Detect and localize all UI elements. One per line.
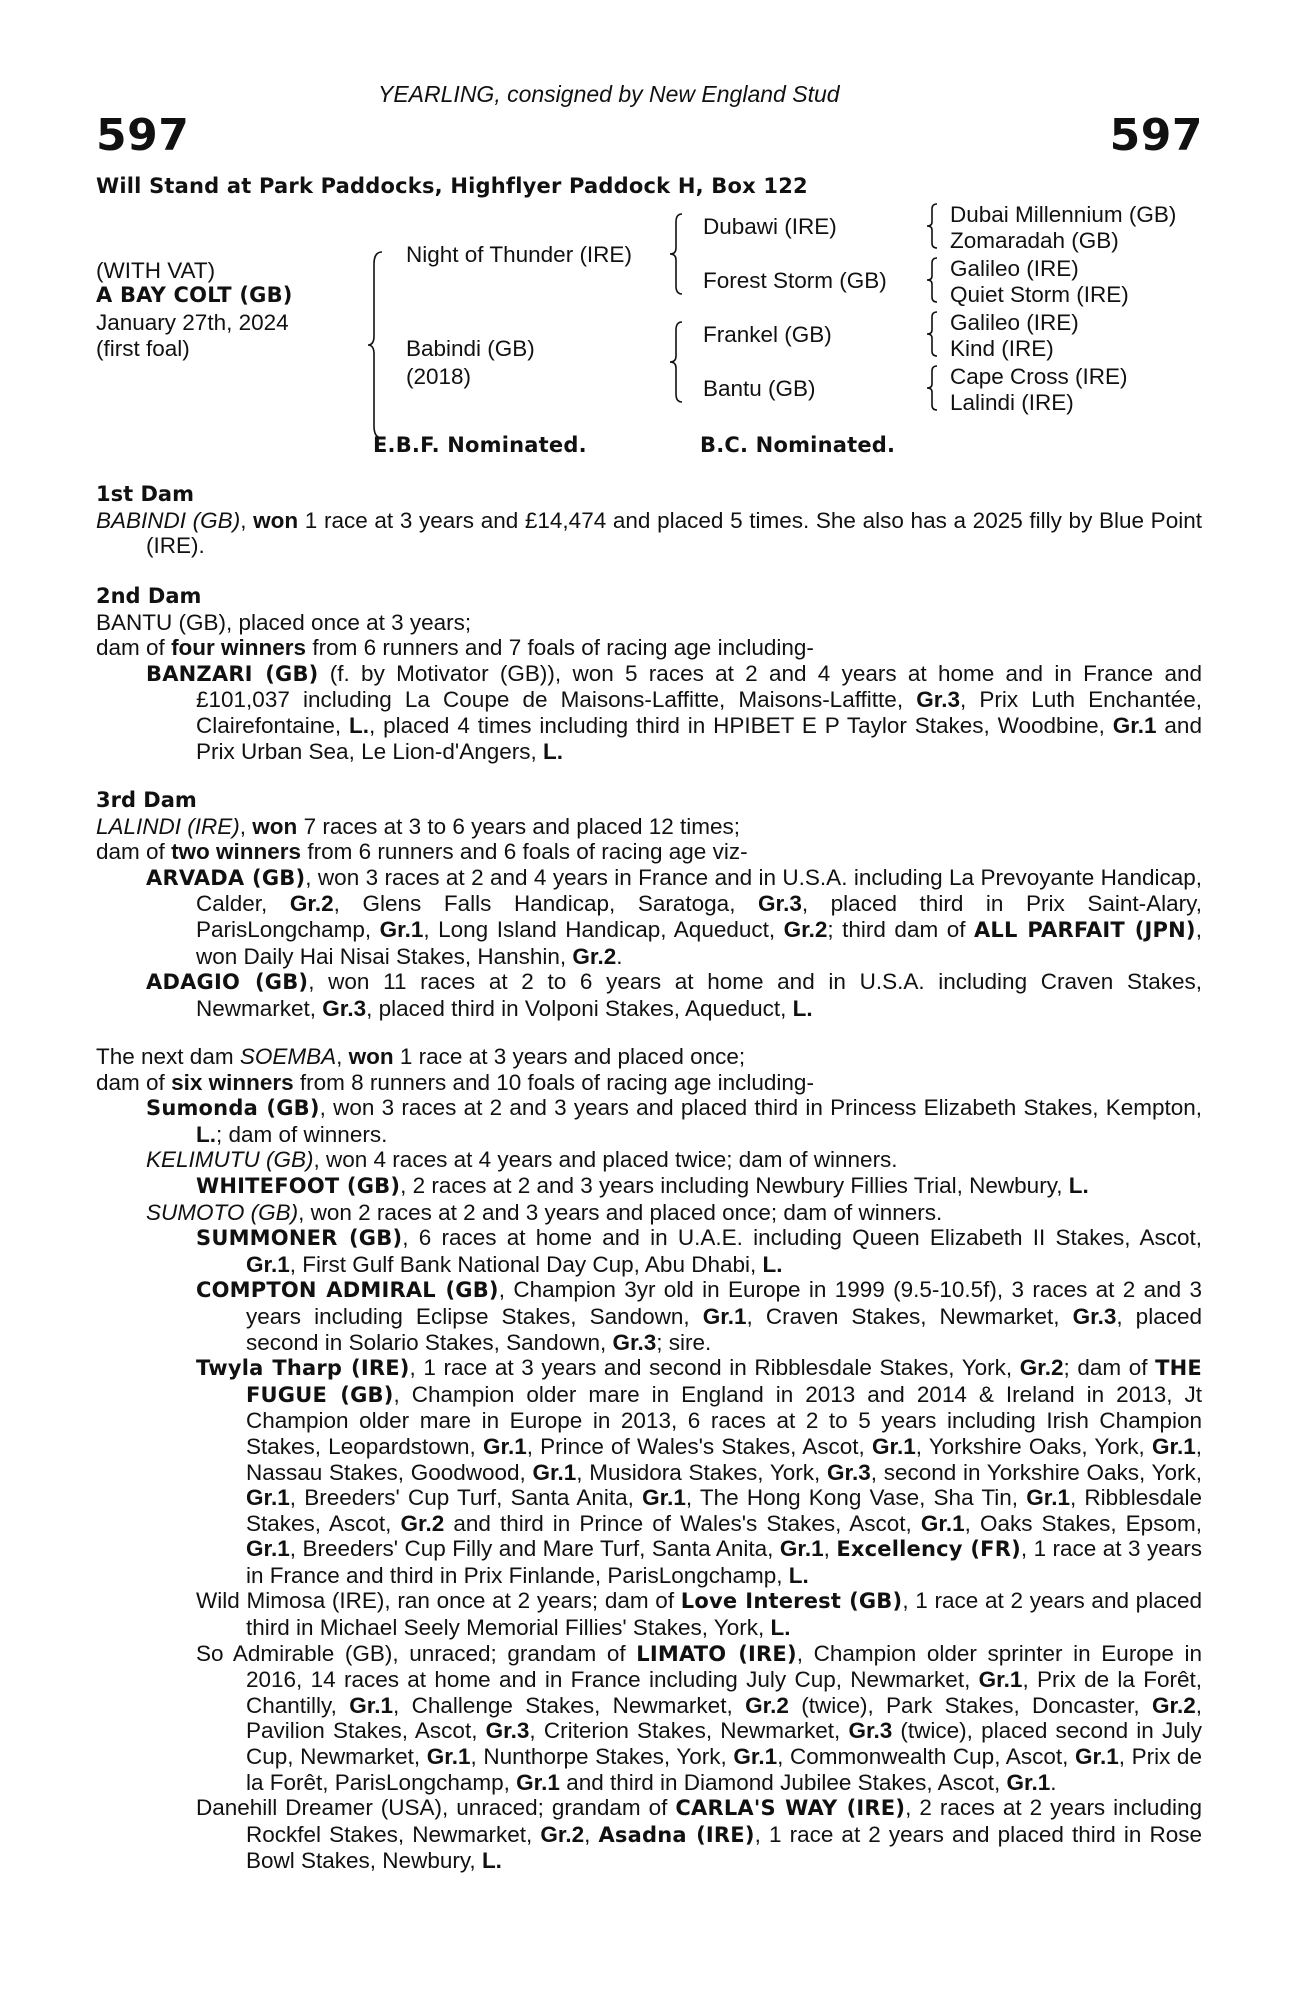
produce-whitefoot: WHITEFOOT (GB), 2 races at 2 and 3 years including Newbury Fillies Trial, Newbury, L. <box>196 1172 1089 1198</box>
horse-banzari: BANZARI (GB) <box>146 661 319 686</box>
produce-kelimutu: KELIMUTU (GB), won 4 races at 4 years and placed twice; dam of winners. <box>146 1147 898 1173</box>
produce-summoner: SUMMONER (GB), 6 races at home and in U.A.E. including Queen Elizabeth II Stakes, Ascot, Gr.1, First Gulf Bank National Day Cup, Abu Dhabi, L. <box>196 1225 1203 1277</box>
bc-nominated: B.C. Nominated. <box>700 433 896 457</box>
second-dam-heading: 2nd Dam <box>96 584 202 608</box>
gen3-ssd: Zomaradah (GB) <box>950 228 1119 253</box>
gen3-sdd: Quiet Storm (IRE) <box>950 282 1129 307</box>
brace-dd <box>925 364 939 412</box>
sire-dam: Forest Storm (GB) <box>703 268 887 293</box>
third-dam-line: LALINDI (IRE), won 7 races at 3 to 6 years and placed 12 times; <box>96 813 741 839</box>
produce-twyla-tharp: Twyla Tharp (IRE), 1 race at 3 years and second in Ribblesdale Stakes, York, Gr.2; dam of THE FUGUE (GB), Champion older mare in England in 2013 and 2014 & Ireland in 2013, Jt Champion older mare in Europe in 2013, 6 races at 2 to 5 years including Irish Champion Stakes, Leopardstown, Gr.1, Prince of Wales's Stakes, Ascot, Gr.1, Yorkshire Oaks, York, Gr.1, Nassau Stakes, Goodwood, Gr.1, Musidora Stakes, York, Gr.3, second in Yorkshire Oaks, York, Gr.1, Breeders' Cup Turf, Santa Anita, Gr.1, The Hong Kong Vase, Sha Tin, Gr.1, Ribblesdale Stakes, Ascot, Gr.2 and third in Prince of Wales's Stakes, Ascot, Gr.1, Oaks Stakes, Epsom, Gr.1, Breeders' Cup Filly and Mare Turf, Santa Anita, Gr.1, Excellency (FR), 1 race at 3 years in France and third in Prix Finlande, ParisLongchamp, L. <box>196 1355 1203 1588</box>
produce-danehill-dreamer: Danehill Dreamer (USA), unraced; grandam of CARLA'S WAY (IRE), 2 races at 2 years including Rockfel Stakes, Newmarket, Gr.2, Asadna (IRE), 1 race at 2 years and placed third in Rose Bowl Stakes, Newbury, L. <box>196 1795 1202 1874</box>
ebf-nominated: E.B.F. Nominated. <box>373 433 587 457</box>
gen3-ddd: Lalindi (IRE) <box>950 390 1074 415</box>
gen3-sss: Dubai Millennium (GB) <box>950 202 1177 227</box>
sire: Night of Thunder (IRE) <box>406 242 632 267</box>
produce-adagio: ADAGIO (GB), won 11 races at 2 to 6 years at home and in U.S.A. including Craven Stakes, Newmarket, Gr.3, placed third in Volponi Stakes, Aqueduct, L. <box>146 969 1202 1021</box>
first-dam-name: BABINDI (GB) <box>96 507 241 533</box>
horse-name: A BAY COLT (GB) <box>96 283 293 307</box>
third-dam-produce: dam of two winners from 6 runners and 6 foals of racing age viz- <box>96 839 748 865</box>
produce-banzari: BANZARI (GB) (f. by Motivator (GB)), won 5 races at 2 and 4 years at home and in France and £101,037 including La Coupe de Maisons-Laffitte, Maisons-Laffitte, Gr.3, Prix Luth Enchantée, Clairefontaine, L., placed 4 times including third in HPIBET E P Taylor Stakes, Woodbine, Gr.1 and Prix Urban Sea, Le Lion-d'Angers, L. <box>146 660 1202 764</box>
produce-so-admirable: So Admirable (GB), unraced; grandam of LIMATO (IRE), Champion older sprinter in Europe in 2016, 14 races at home and in France including July Cup, Newmarket, Gr.1, Prix de la Forêt, Chantilly, Gr.1, Challenge Stakes, Newmarket, Gr.2 (twice), Park Stakes, Doncaster, Gr.2, Pavilion Stakes, Ascot, Gr.3, Criterion Stakes, Newmarket, Gr.3 (twice), placed second in July Cup, Newmarket, Gr.1, Nunthorpe Stakes, York, Gr.1, Commonwealth Cup, Ascot, Gr.1, Prix de la Forêt, ParisLongchamp, Gr.1 and third in Diamond Jubilee Stakes, Ascot, Gr.1. <box>196 1640 1203 1795</box>
horse-dob: January 27th, 2024 <box>96 310 289 335</box>
next-dam-section <box>96 1044 1202 1874</box>
horse-all-parfait: ALL PARFAIT (JPN) <box>973 917 1196 942</box>
pedigree-brace-sire <box>668 212 684 296</box>
foal-note: (first foal) <box>96 336 190 361</box>
gen3-dds: Cape Cross (IRE) <box>950 364 1128 389</box>
gen3-sds: Galileo (IRE) <box>950 256 1079 281</box>
brace-sd <box>925 256 939 304</box>
second-dam-section <box>96 584 1202 764</box>
location-line: Will Stand at Park Paddocks, Highflyer Paddock H, Box 122 <box>96 174 808 198</box>
first-dam-heading: 1st Dam <box>96 482 194 506</box>
brace-ss <box>925 202 939 250</box>
pedigree-brace-gen1 <box>366 250 384 440</box>
first-dam-record: 1 race at 3 years and £14,474 and placed 5 times. She also has a 2025 filly by Blue Point (IRE). <box>146 507 1202 559</box>
gen3-dsd: Kind (IRE) <box>950 336 1054 361</box>
dam-dam: Bantu (GB) <box>703 376 816 401</box>
pedigree-brace-dam <box>668 320 684 404</box>
first-dam-section <box>96 482 1202 559</box>
produce-sumoto: SUMOTO (GB), won 2 races at 2 and 3 years and placed once; dam of winners. <box>146 1199 943 1225</box>
horse-adagio: ADAGIO (GB) <box>146 970 309 995</box>
horse-arvada: ARVADA (GB) <box>146 865 306 890</box>
next-dam-produce: dam of six winners from 8 runners and 10 foals of racing age including- <box>96 1069 814 1095</box>
won-label: won <box>253 507 299 533</box>
dam-sire: Frankel (GB) <box>703 322 832 347</box>
third-dam-heading: 3rd Dam <box>96 788 197 812</box>
lot-number-right: 597 <box>1109 110 1203 161</box>
dam-year: (2018) <box>406 364 472 389</box>
lot-number-left: 597 <box>96 110 190 161</box>
next-dam-line: The next dam SOEMBA, won 1 race at 3 years and placed once; <box>96 1044 746 1069</box>
consignment-line: YEARLING, consigned by New England Stud <box>378 81 840 107</box>
produce-sumonda: Sumonda (GB), won 3 races at 2 and 3 years and placed third in Princess Elizabeth Stakes, Kempton, L.; dam of winners. <box>146 1095 1203 1147</box>
produce-compton-admiral: COMPTON ADMIRAL (GB), Champion 3yr old in Europe in 1999 (9.5-10.5f), 3 races at 2 and 3 years including Eclipse Stakes, Sandown, Gr.1, Craven Stakes, Newmarket, Gr.3, placed second in Solario Stakes, Sandown, Gr.3; sire. <box>196 1277 1202 1355</box>
second-dam-line: BANTU (GB), placed once at 3 years; <box>96 609 472 635</box>
winners-count: four winners <box>171 635 307 661</box>
produce-arvada: ARVADA (GB), won 3 races at 2 and 4 years in France and in U.S.A. including La Prevoyante Handicap, Calder, Gr.2, Glens Falls Handicap, Saratoga, Gr.3, placed third in Prix Saint-Alary, ParisLongchamp, Gr.1, Long Island Handicap, Aqueduct, Gr.2; third dam of ALL PARFAIT (JPN), won Daily Hai Nisai Stakes, Hanshin, Gr.2. <box>146 864 1202 969</box>
brace-ds <box>925 310 939 358</box>
vat-note: (WITH VAT) <box>96 258 216 283</box>
produce-wild-mimosa: Wild Mimosa (IRE), ran once at 2 years; dam of Love Interest (GB), 1 race at 2 years and placed third in Michael Seely Memorial Fillies' Stakes, York, L. <box>196 1588 1202 1641</box>
gen3-dss: Galileo (IRE) <box>950 310 1079 335</box>
third-dam-section <box>96 788 1202 1021</box>
dam: Babindi (GB) <box>406 336 535 361</box>
first-dam-text: BABINDI (GB), won 1 race at 3 years and £14,474 and placed 5 times. She also has a 2025 filly by Blue Point (IRE). <box>96 507 1202 559</box>
second-dam-produce: dam of four winners from 6 runners and 7 foals of racing age including- <box>96 635 814 661</box>
sire-sire: Dubawi (IRE) <box>703 214 837 239</box>
